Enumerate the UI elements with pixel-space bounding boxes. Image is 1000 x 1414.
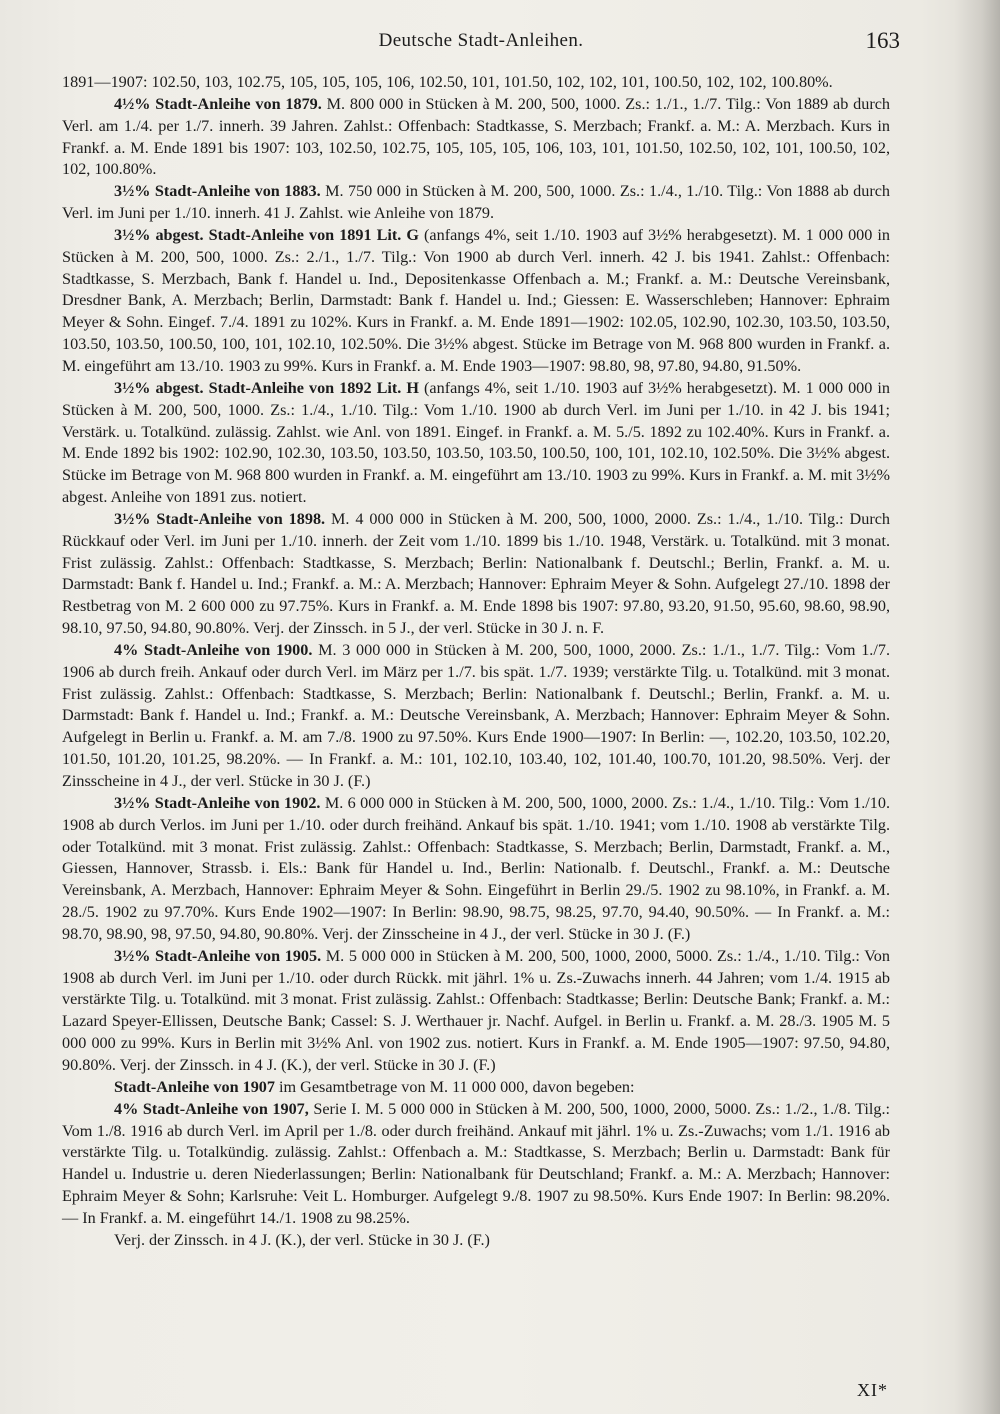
loan-heading: 3½% abgest. Stadt-Anleihe von 1891 Lit. G	[114, 225, 419, 244]
paragraph-p7	[62, 793, 890, 946]
page-number: 163	[865, 28, 900, 53]
loan-heading: 4% Stadt-Anleihe von 1907,	[114, 1099, 309, 1118]
paragraph-text: M. 5 000 000 in Stücken à M. 200, 500, 1000, 2000, 5000. Zs.: 1./4., 1./10. Tilg.: Von 1908 ab durch Verl. im Juni per 1./10. oder durch Rückk. mit jährl. 1% u. Zs.-Zuwachs innerh. 44 Jahren; vom 1./4. 1915 ab verstärkte Tilg. u. Totalkünd. mit 3 monat. Frist zulässig. Zahlst.: Offenbach: Stadtkasse; Berlin: Deutsche Bank; Frankf. a. M.: Lazard Speyer-Ellissen, Deutsche Bank; Cassel: S. J. Werthauer jr. Nachf. Aufgel. in Berlin u. Frankf. a. M. 28./3. 1905 M. 5 000 000 zu 99%. Kurs in Berlin mit 3½% Anl. von 1902 zus. notiert. Kurs in Frankf. a. M. Ende 1905—1907: 97.50, 94.80, 90.80%. Verj. der Zinssch. in 4 J. (K.), der verl. Stücke in 30 J. (F.)	[62, 946, 890, 1074]
paragraph-text: M. 6 000 000 in Stücken à M. 200, 500, 1000, 2000. Zs.: 1./4., 1./10. Tilg.: Vom 1./10. 1908 ab durch Verlos. im Juni per 1./10. oder durch freihänd. Ankauf bis spät. 1./10. 1941; vom 1./10. 1908 ab verstärkte Tilg. oder Totalkünd. mit 3 monat. Frist zulässig. Zahlst.: Offenbach: Stadtkasse, S. Merzbach; Berlin, Darmstadt, Frankf. a. M., Giessen, Hannover, Strassb. i. Els.: Bank für Handel u. Ind., Berlin: Nationalb. f. Deutschl., Frankf. a. M.: Deutsche Vereinsbank, A. Merzbach, Hannover: Ephraim Meyer & Sohn. Eingeführt in Berlin 29./5. 1902 zu 98.10%, in Frankf. a. M. 28./5. 1902 zu 97.70%. Kurs Ende 1902—1907: In Berlin: 98.90, 98.75, 98.25, 97.70, 94.40, 90.50%. — In Frankf. a. M.: 98.70, 98.90, 98, 97.50, 94.80, 90.80%. Verj. der Zinsscheine in 4 J., der verl. Stücke in 30 J. (F.)	[62, 793, 890, 943]
signature-mark: XI*	[857, 1380, 888, 1400]
paragraph-text: Verj. der Zinssch. in 4 J. (K.), der verl. Stücke in 30 J. (F.)	[114, 1230, 490, 1249]
paragraph-p5	[62, 509, 890, 640]
paragraph-p11	[62, 1230, 890, 1252]
paragraph-p4	[62, 378, 890, 509]
paragraph-text: M. 800 000 in Stücken à M. 200, 500, 1000. Zs.: 1./1., 1./7. Tilg.: Von 1889 ab durch Verl. am 1./4. per 1./7. innerh. 39 Jahren. Zahlst.: Offenbach: Stadtkasse, S. Merzbach; Frankf. a. M.: A. Merzbach. Kurs in Frankf. a. M. Ende 1891 bis 1907: 103, 102.50, 102.75, 105, 105, 105, 106, 103, 101, 101.50, 102.50, 102, 101, 100.50, 102, 102, 100.80%.	[62, 94, 890, 179]
loan-heading: 3½% Stadt-Anleihe von 1883.	[114, 182, 321, 201]
paragraph-p2	[62, 181, 890, 225]
loan-heading: 3½% Stadt-Anleihe von 1902.	[114, 793, 321, 812]
paragraph-p1	[62, 94, 890, 181]
paragraph-text: Serie I. M. 5 000 000 in Stücken à M. 200, 500, 1000, 2000, 5000. Zs.: 1./2., 1./8. Tilg.: Vom 1./8. 1916 ab durch Verl. im April per 1./8. oder durch freihänd. Ankauf mit jährl. 1% u. Zs.-Zuwachs; vom 1./1. 1916 ab verstärkte Tilg. u. Totalkündig. zulässig. Zahlst.: Offenbach a. M.: Stadtkasse, S. Merzbach; Berlin u. Darmstadt: Bank für Handel u. Industrie u. deren Niederlassungen; Berlin: Nationalbank für Deutschland; Frankf. a. M.: A. Merzbach; Hannover: Ephraim Meyer & Sohn; Karlsruhe: Veit L. Homburger. Aufgelegt 9./8. 1907 zu 98.50%. Kurs Ende 1907: In Berlin: 98.20%. — In Frankf. a. M. eingeführt 14./1. 1908 zu 98.25%.	[62, 1099, 890, 1227]
loan-heading: 3½% abgest. Stadt-Anleihe von 1892 Lit. H	[114, 378, 419, 397]
paragraph-text: (anfangs 4%, seit 1./10. 1903 auf 3½% herabgesetzt). M. 1 000 000 in Stücken à M. 200, 500, 1000. Zs.: 2./1., 1./7. Tilg.: Von 1900 ab durch Verl. innerh. 42 J. bis 1941. Zahlst.: Offenbach: Stadtkasse, S. Merzbach, Bank f. Handel u. Ind., Depositenkasse Offenbach a. M.; Frankf. a. M.: Deutsche Vereinsbank, Dresdner Bank, A. Merzbach; Berlin, Darmstadt: Bank f. Handel u. Ind.; Giessen: E. Wasserschleben; Hannover: Ephraim Meyer & Sohn. Eingef. 7./4. 1891 zu 102%. Kurs in Frankf. a. M. Ende 1891—1902: 102.05, 102.90, 102.30, 103.50, 103.50, 103.50, 103.50, 100.50, 100, 101, 102.10, 102.50%. Die 3½% abgest. Stücke im Betrage von M. 968 800 wurden in Frankf. a. M. eingeführt am 13./10. 1903 zu 99%. Kurs in Frankf. a. M. Ende 1903—1907: 98.80, 98, 97.80, 94.80, 91.50%.	[62, 225, 890, 375]
running-header	[62, 30, 900, 60]
header-title: Deutsche Stadt-Anleihen.	[378, 30, 584, 51]
paragraph-p10	[62, 1099, 890, 1230]
paragraph-p6	[62, 640, 890, 793]
paragraph-text: im Gesamtbetrage von M. 11 000 000, davon begeben:	[275, 1077, 635, 1096]
paragraph-p8	[62, 946, 890, 1077]
loan-heading: 3½% Stadt-Anleihe von 1905.	[114, 946, 322, 965]
loan-heading: 4% Stadt-Anleihe von 1900.	[114, 640, 313, 659]
paragraph-p0	[62, 72, 890, 94]
paragraph-p3	[62, 225, 890, 378]
loan-heading: 4½% Stadt-Anleihe von 1879.	[114, 94, 322, 113]
paragraph-text: M. 4 000 000 in Stücken à M. 200, 500, 1000, 2000. Zs.: 1./4., 1./10. Tilg.: Durch Rückkauf oder Verl. im Juni per 1./10. innerh. der Zeit vom 1./10. 1899 bis 1./10. 1948, Verstärk. u. Totalkünd. mit 3 monat. Frist zulässig. Zahlst.: Offenbach: Stadtkasse, S. Merzbach; Berlin: Nationalbank f. Deutschl.; Berlin, Frankf. a. M. u. Darmstadt: Bank f. Handel u. Ind.; Frankf. a. M.: A. Merzbach; Hannover: Ephraim Meyer & Sohn. Aufgelegt 27./10. 1898 der Restbetrag von M. 2 600 000 zu 97.75%. Kurs in Frankf. a. M. Ende 1898 bis 1907: 97.80, 93.20, 91.50, 95.60, 98.60, 98.90, 98.10, 97.50, 94.80, 90.80%. Verj. der Zinssch. in 5 J., der verl. Stücke in 30 J. n. F.	[62, 509, 890, 638]
page-body	[62, 72, 890, 1252]
loan-heading: 3½% Stadt-Anleihe von 1898.	[114, 509, 326, 528]
page-spine-shadow	[954, 0, 1000, 1414]
paragraph-text: 1891—1907: 102.50, 103, 102.75, 105, 105, 105, 106, 102.50, 101, 101.50, 102, 102, 101, 100.50, 102, 102, 100.80%.	[62, 73, 833, 91]
paragraph-text: (anfangs 4%, seit 1./10. 1903 auf 3½% herabgesetzt). M. 1 000 000 in Stücken à M. 200, 500, 1000. Zs.: 1./4., 1./10. Tilg.: Vom 1./10. 1900 ab durch Verl. im Juni per 1./10. in 42 J. bis 1941; Verstärk. u. Totalkünd. zulässig. Zahlst. wie Anl. von 1891. Eingef. in Frankf. a. M. 5./5. 1892 zu 102.40%. Kurs in Frankf. a. M. Ende 1892 bis 1902: 102.90, 102.30, 103.50, 103.50, 103.50, 103.50, 100.50, 100, 101, 102.10, 102.50%. Die 3½% abgest. Stücke im Betrage von M. 968 800 wurden in Frankf. a. M. eingeführt am 13./10. 1903 zu 99%. Kurs in Frankf. a. M. mit 3½% abgest. Anleihe von 1891 zus. notiert.	[62, 378, 890, 507]
loan-heading: Stadt-Anleihe von 1907	[114, 1077, 275, 1096]
paragraph-text: M. 750 000 in Stücken à M. 200, 500, 1000. Zs.: 1./4., 1./10. Tilg.: Von 1888 ab durch Verl. im Juni per 1./10. innerh. 41 J. Zahlst. wie Anleihe von 1879.	[62, 182, 890, 223]
paragraph-p9	[62, 1077, 890, 1099]
paragraph-text: M. 3 000 000 in Stücken à M. 200, 500, 1000, 2000. Zs.: 1./1., 1./7. Tilg.: Vom 1./7. 1906 ab durch freih. Ankauf oder durch Verl. im März per 1./7. bis spät. 1./7. 1939; verstärkte Tilg. u. Totalkünd. mit 3 monat. Frist zulässig. Zahlst.: Offenbach: Stadtkasse, S. Merzbach; Berlin: Nationalbank f. Deutschl.; Berlin, Frankf. a. M. u. Darmstadt: Bank f. Handel u. Ind.; Frankf. a. M.: Deutsche Vereinsbank, A. Merzbach; Hannover: Ephraim Meyer & Sohn. Aufgelegt in Berlin u. Frankf. a. M. am 7./8. 1900 zu 97.50%. Kurs Ende 1900—1907: In Berlin: —, 102.20, 103.50, 102.20, 101.50, 101.20, 101.25, 98.20%. — In Frankf. a. M.: 101, 102.10, 103.40, 102, 101.40, 100.70, 101.20, 98.50%. Verj. der Zinsscheine in 4 J., der verl. Stücke in 30 J. (F.)	[62, 640, 890, 790]
